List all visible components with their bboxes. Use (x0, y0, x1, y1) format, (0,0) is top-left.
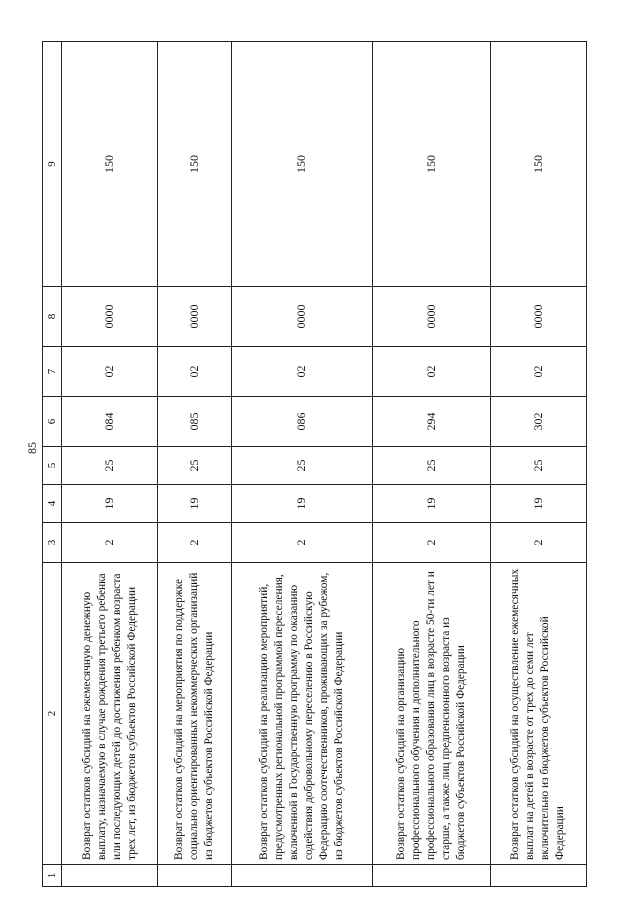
column-header: 1 (43, 865, 62, 887)
cell-c1 (372, 865, 490, 887)
cell-c4: 19 (490, 485, 586, 523)
cell-c5: 25 (372, 447, 490, 485)
column-header: 2 (43, 563, 62, 865)
cell-c8: 0000 (62, 287, 158, 347)
cell-c5: 25 (490, 447, 586, 485)
column-header: 6 (43, 397, 62, 447)
cell-c3: 2 (372, 523, 490, 563)
cell-c9: 150 (62, 42, 158, 287)
cell-c3: 2 (62, 523, 158, 563)
table-header-row (43, 42, 62, 887)
cell-c1 (158, 865, 232, 887)
cell-c3: 2 (232, 523, 372, 563)
cell-c5: 25 (158, 447, 232, 485)
cell-c6: 086 (232, 397, 372, 447)
cell-c7: 02 (490, 347, 586, 397)
cell-c8: 0000 (490, 287, 586, 347)
table-rotated-wrapper (42, 42, 587, 887)
cell-c6: 294 (372, 397, 490, 447)
cell-c6: 302 (490, 397, 586, 447)
cell-c5: 25 (62, 447, 158, 485)
cell-c6: 085 (158, 397, 232, 447)
budget-code-table (42, 41, 587, 887)
cell-description: Возврат остатков субсидий на реализацию мероприятий, предусмотренных региональной программой переселения, включенной в Государственную программу по оказанию содействия добровольному переселению в Российскую Федерацию соотечественников, проживающих за рубежом, из бюджетов субъектов Российской Федерации (232, 563, 372, 865)
cell-description: Возврат остатков субсидий на осуществление ежемесячных выплат на детей в возрасте от трех до семи лет включительно из бюджетов субъектов Российской Федерации (490, 563, 586, 865)
cell-c8: 0000 (158, 287, 232, 347)
column-header: 4 (43, 485, 62, 523)
cell-c7: 02 (158, 347, 232, 397)
cell-c3: 2 (490, 523, 586, 563)
cell-description: Возврат остатков субсидий на ежемесячную денежную выплату, назначаемую в случае рождения третьего ребенка или последующих детей до достижения ребенком возраста трех лет, из бюджетов субъектов Российской Федерации (62, 563, 158, 865)
table-row (372, 42, 490, 887)
cell-c3: 2 (158, 523, 232, 563)
cell-c1 (232, 865, 372, 887)
cell-description: Возврат остатков субсидий на мероприятия по поддержке социально ориентированных некоммерческих организаций из бюджетов субъектов Российской Федерации (158, 563, 232, 865)
cell-c9: 150 (490, 42, 586, 287)
cell-c4: 19 (62, 485, 158, 523)
column-header: 8 (43, 287, 62, 347)
cell-c6: 084 (62, 397, 158, 447)
cell-c9: 150 (158, 42, 232, 287)
cell-c4: 19 (372, 485, 490, 523)
cell-c1 (62, 865, 158, 887)
table-row (158, 42, 232, 887)
cell-c8: 0000 (372, 287, 490, 347)
cell-description: Возврат остатков субсидий на организацию профессионального обучения и дополнительного профессионального образования лиц в возрасте 50-ти лет и старше, а также лиц предпенсионного возраста из бюджетов субъектов Российской Федерации (372, 563, 490, 865)
column-header: 9 (43, 42, 62, 287)
cell-c7: 02 (372, 347, 490, 397)
cell-c7: 02 (62, 347, 158, 397)
table-row (62, 42, 158, 887)
cell-c4: 19 (232, 485, 372, 523)
cell-c7: 02 (232, 347, 372, 397)
cell-c4: 19 (158, 485, 232, 523)
column-header: 5 (43, 447, 62, 485)
page-number: 85 (25, 442, 39, 454)
table-row (232, 42, 372, 887)
cell-c9: 150 (232, 42, 372, 287)
cell-c5: 25 (232, 447, 372, 485)
cell-c9: 150 (372, 42, 490, 287)
column-header: 7 (43, 347, 62, 397)
table-row (490, 42, 586, 887)
column-header: 3 (43, 523, 62, 563)
cell-c1 (490, 865, 586, 887)
cell-c8: 0000 (232, 287, 372, 347)
